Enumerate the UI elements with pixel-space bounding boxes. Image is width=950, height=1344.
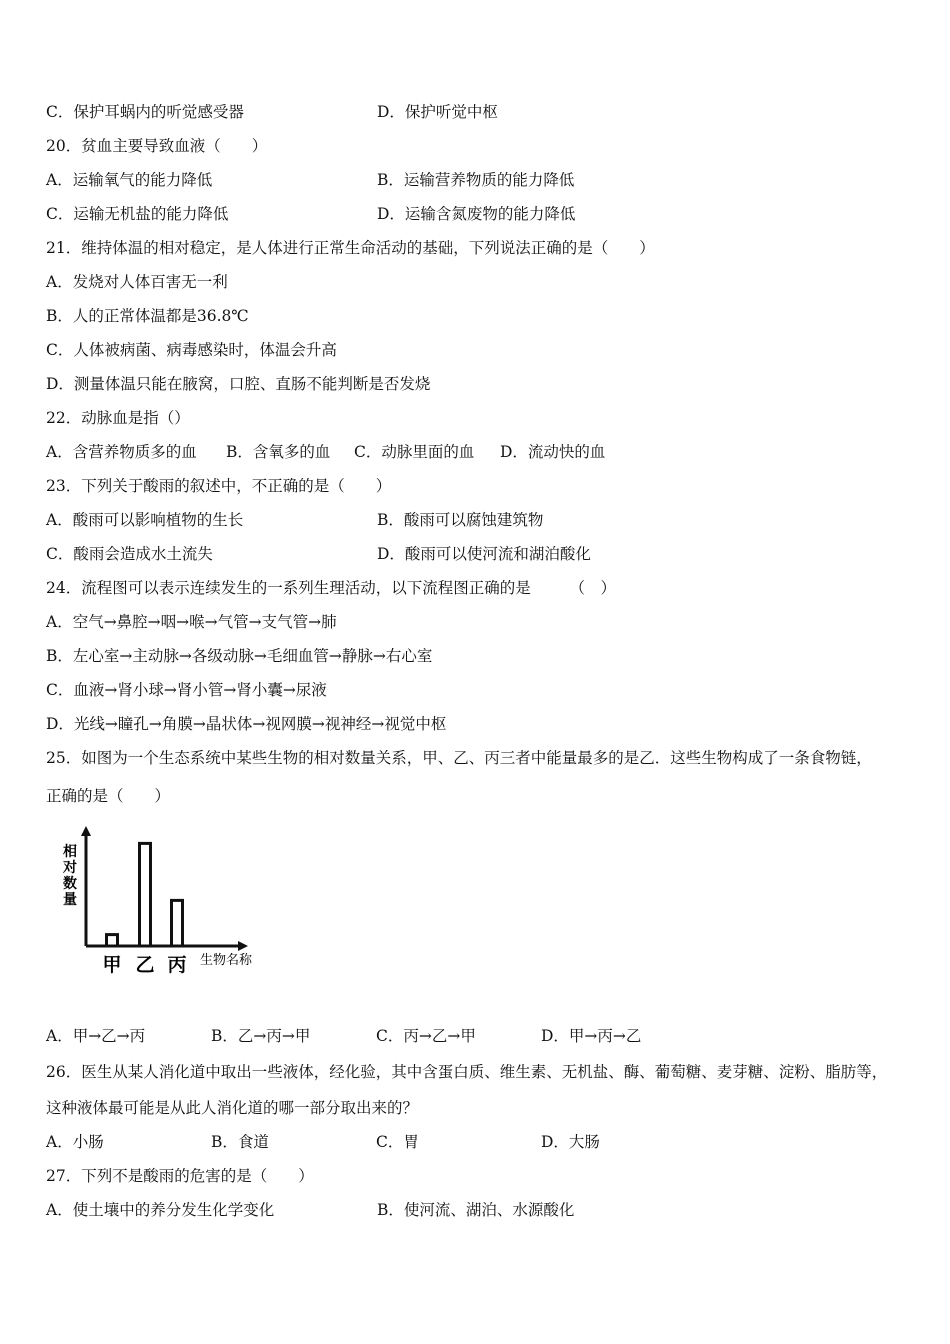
q22-option-a: A．含营养物质多的血 [46, 443, 197, 461]
q26-options [46, 1132, 600, 1152]
bar-乙 [140, 843, 151, 946]
q22-option-d: D．流动快的血 [500, 443, 606, 461]
q21-option-a: A．发烧对人体百害无一利 [46, 273, 228, 291]
category-label-丙: 丙 [167, 954, 187, 976]
q22-option-b: B．含氧多的血 [226, 443, 331, 461]
q25-option-a: A．甲→乙→丙 [46, 1027, 146, 1045]
q21-option-b: B．人的正常体温都是36.8℃ [46, 307, 249, 325]
q26-option-a: A．小肠 [46, 1133, 104, 1151]
q25-options [46, 1026, 641, 1046]
bar-丙 [172, 900, 183, 946]
q20-stem: 20．贫血主要导致血液（ ） [46, 137, 268, 155]
q26-option-c: C．胃 [376, 1133, 419, 1151]
q26-option-b: B．食道 [211, 1133, 269, 1151]
q23-stem: 23．下列关于酸雨的叙述中，不正确的是（ ） [46, 477, 392, 495]
q25-bar-chart [60, 826, 280, 976]
q20-option-a: A．运输氧气的能力降低 [46, 171, 213, 189]
q24-option-a: A．空气→鼻腔→咽→喉→气管→支气管→肺 [46, 613, 337, 631]
q22-stem: 22．动脉血是指（） [46, 409, 190, 427]
q27-option-a: A．使土壤中的养分发生化学变化 [46, 1201, 275, 1219]
q27-option-b: B．使河流、湖泊、水源酸化 [377, 1201, 575, 1219]
q23-option-b: B．酸雨可以腐蚀建筑物 [377, 511, 544, 529]
q24-option-d: D．光线→瞳孔→角膜→晶状体→视网膜→视神经→视觉中枢 [46, 715, 447, 733]
category-label-乙: 乙 [135, 954, 155, 976]
q24-stem: 24．流程图可以表示连续发生的一系列生理活动，以下流程图正确的是 （ ） [46, 579, 616, 597]
q20-option-b: B．运输营养物质的能力降低 [377, 171, 575, 189]
bar-甲 [107, 935, 118, 946]
q20-option-c: C．运输无机盐的能力降低 [46, 205, 229, 223]
q27-stem: 27．下列不是酸雨的危害的是（ ） [46, 1167, 314, 1185]
q21-option-d: D．测量体温只能在腋窝，口腔、直肠不能判断是否发烧 [46, 375, 431, 393]
q26-stem-line2: 这种液体最可能是从此人消化道的哪一部分取出来的？ [46, 1099, 419, 1117]
q22-options [46, 442, 605, 462]
q21-option-c: C．人体被病菌、病毒感染时，体温会升高 [46, 341, 337, 359]
q23-option-a: A．酸雨可以影响植物的生长 [46, 511, 244, 529]
q23-option-c: C．酸雨会造成水土流失 [46, 545, 213, 563]
q19-option-d: D．保护听觉中枢 [377, 103, 498, 121]
chart-axes [81, 826, 248, 951]
q24-option-b: B．左心室→主动脉→各级动脉→毛细血管→静脉→右心室 [46, 647, 433, 665]
q20-option-d: D．运输含氮废物的能力降低 [377, 205, 576, 223]
q23-option-d: D．酸雨可以使河流和湖泊酸化 [377, 545, 591, 563]
q25-option-c: C．丙→乙→甲 [376, 1027, 476, 1045]
q26-stem-line1: 26．医生从某人消化道中取出一些液体，经化验，其中含蛋白质、维生素、无机盐、酶、葡萄糖、麦芽糖、淀粉、脂肪等， [46, 1063, 888, 1081]
q22-option-c: C．动脉里面的血 [354, 443, 475, 461]
q25-stem-line1: 25．如图为一个生态系统中某些生物的相对数量关系，甲、乙、丙三者中能量最多的是乙．这些生物构成了一条食物链， [46, 749, 872, 767]
q26-option-d: D．大肠 [541, 1133, 600, 1151]
q19-option-c: C．保护耳蜗内的听觉感受器 [46, 103, 244, 121]
q25-option-d: D．甲→丙→乙 [541, 1027, 642, 1045]
q25-option-b: B．乙→丙→甲 [211, 1027, 311, 1045]
q24-option-c: C．血液→肾小球→肾小管→肾小囊→尿液 [46, 681, 327, 699]
chart-x-axis-label: 生物名称 [200, 953, 253, 968]
q21-stem: 21．维持体温的相对稳定，是人体进行正常生命活动的基础，下列说法正确的是（ ） [46, 239, 655, 257]
chart-y-axis-label: 相对数量 [63, 844, 77, 908]
category-label-甲: 甲 [102, 954, 122, 976]
q25-stem-line2: 正确的是（ ） [46, 787, 171, 805]
